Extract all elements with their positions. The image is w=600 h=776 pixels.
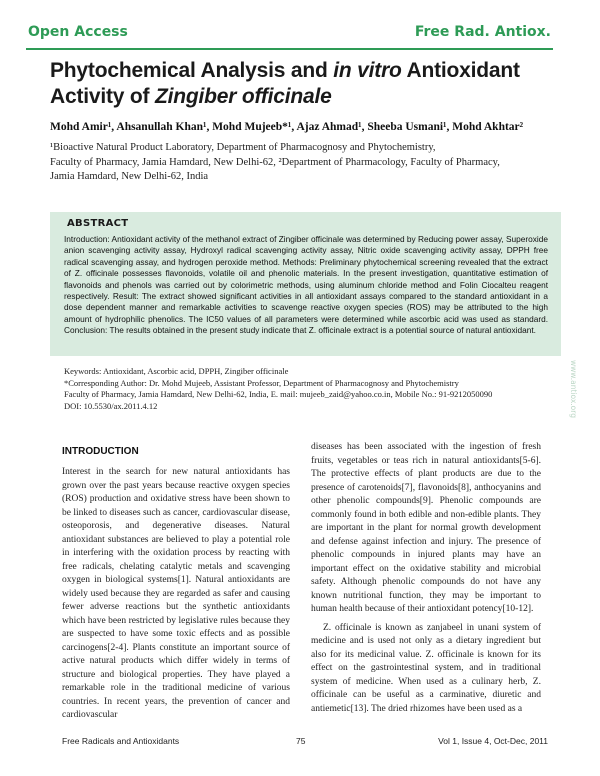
left-column [62,466,290,723]
corresponding-author-line-2: Faculty of Pharmacy, Jamia Hamdard, New Delhi-62, India, E. mail: mujeeb_zaid@yahoo.co.in, Mobile No.: 91-9212050090 [64,389,493,399]
abstract-box [50,212,561,356]
keywords: Keywords: Antioxidant, Ascorbic acid, DPPH, Zingiber officinale [64,366,289,376]
abstract-text: Introduction: Antioxidant activity of the methanol extract of Zingiber officinale was determined by Reducing power assay, Superoxide anion scavenging activity assay, Hydroxyl radical scavenging activity assay, Nitric oxide scavenging activity assay, DPPH free radical scavenging assay, and hydrogen peroxide method. Methods: Preliminary phytochemical screening revealed that the extract of Z. officinale possesses flavonoids, volatile oil and phenolic materials. In the present investigation, quantitative estimation of flavonoids and phenols was carried out by colorimetric methods, using aluminum chloride method and Folin Ciocalteu reagent respectively. Result: The extract showed significant activities in all antioxidant assays compared to the standard antioxidant in a dose dependent manner and remarkable activities to scavenge reactive oxygen species (ROS) may be attributed to the high amount of hydrophilic phenolics. The IC50 values of all parameters were determined while ascorbic acid was used as standard. Conclusion: The results obtained in the present study indicate that Z. officinale extract is a potential source of natural antioxidant. [64,234,548,336]
keywords-block [64,366,544,412]
affiliation-line: ¹Bioactive Natural Product Laboratory, Department of Pharmacognosy and Phytochemistry, [50,142,436,153]
intro-paragraph-left: Interest in the search for new natural antioxidants has grown over the past years because reactive oxygen species (ROS) production and oxidative stress have been shown to be linked to diseases such as cancer, cardiovascular disease, osteoporosis, and degenerative diseases. Natural antioxidant substances are believed to play a potential role in interfering with the oxidation process by reacting with free radicals, chelating catalytic metals and scavenging oxygen in biological systems[1]. Natural antioxidants are widely used because they are regarded as safer and causing fewer adverse reactions but the synthetic antioxidants which have been restricted by legislative rules because they are suspected to have some toxic effects and as possible carcinogens[2-4]. Plants constitute an important source of active natural products which differ widely in terms of structure and biological properties. They have played a remarkable role in the traditional medicine of various countries. In recent years, the prevention of cancer and cardiovascular [62,467,290,720]
journal-abbreviation: Free Rad. Antiox. [414,24,551,40]
author-list: Mohd Amir¹, Ahsanullah Khan¹, Mohd Mujeeb*¹, Ajaz Ahmad¹, Sheeba Usmani¹, Mohd Akhtar² [50,121,524,133]
article-title [50,58,570,110]
footer-journal-name: Free Radicals and Antioxidants [62,736,180,746]
affiliation-line: Faculty of Pharmacy, Jamia Hamdard, New Delhi-62, ²Department of Pharmacology, Faculty of Pharmacy, [50,156,500,168]
abstract-heading: ABSTRACT [67,218,129,229]
introduction-heading: INTRODUCTION [62,446,139,457]
title-italic-2: Zingiber officinale [154,85,332,108]
title-part-1: Phytochemical Analysis and [50,59,334,82]
intro-paragraph-right-1: diseases has been associated with the ingestion of fresh fruits, vegetables or teas rich in natural antioxidants[5-6]. The protective effects of plant products are due to the presence of carotenoids[7], flavonoids[8], anthocyanins and other phenolic compounds[9]. Phenolic compounds are commonly found in both edible and non-edible plants. They are important in the plant for normal growth development and defense against infection and injury. The presence of phenolic compounds in injured plants may have an important effect on the oxidative stability and microbial safety. Although phenolic compounds do not have any known nutritional function, they may be important to human health because of their antioxidant potency[10-12]. [311,442,541,614]
intro-paragraph-right-2: Z. officinale is known as zanjabeel in unani system of medicine and is used not only as a dietary ingredient but also for its medicinal value. Z. officinale is known for its effect on the gastrointestinal system, and in traditional system of medicine. When used as a culinary herb, Z. officinale can be useful as a carminative, diuretic and antiemetic[13]. The dried rhizomes have been used as a [311,622,541,714]
affiliation-line: Jamia Hamdard, New Delhi-62, India [50,171,209,182]
page-number: 75 [296,736,306,746]
affiliations [50,141,520,185]
title-part-2: Antioxidant Activity of [50,59,520,108]
right-column [311,441,541,716]
open-access-label: Open Access [28,24,128,40]
footer-issue: Vol 1, Issue 4, Oct-Dec, 2011 [438,736,548,746]
side-watermark-url: www.antiox.org [569,360,578,418]
doi: DOI: 10.5530/ax.2011.4.12 [64,400,158,411]
corresponding-author-line-1: *Corresponding Author: Dr. Mohd Mujeeb, Assistant Professor, Department of Pharmacognosy and Phytochemistry [64,377,459,388]
journal-header-bar [26,24,553,50]
title-italic-1: in vitro [333,59,402,82]
